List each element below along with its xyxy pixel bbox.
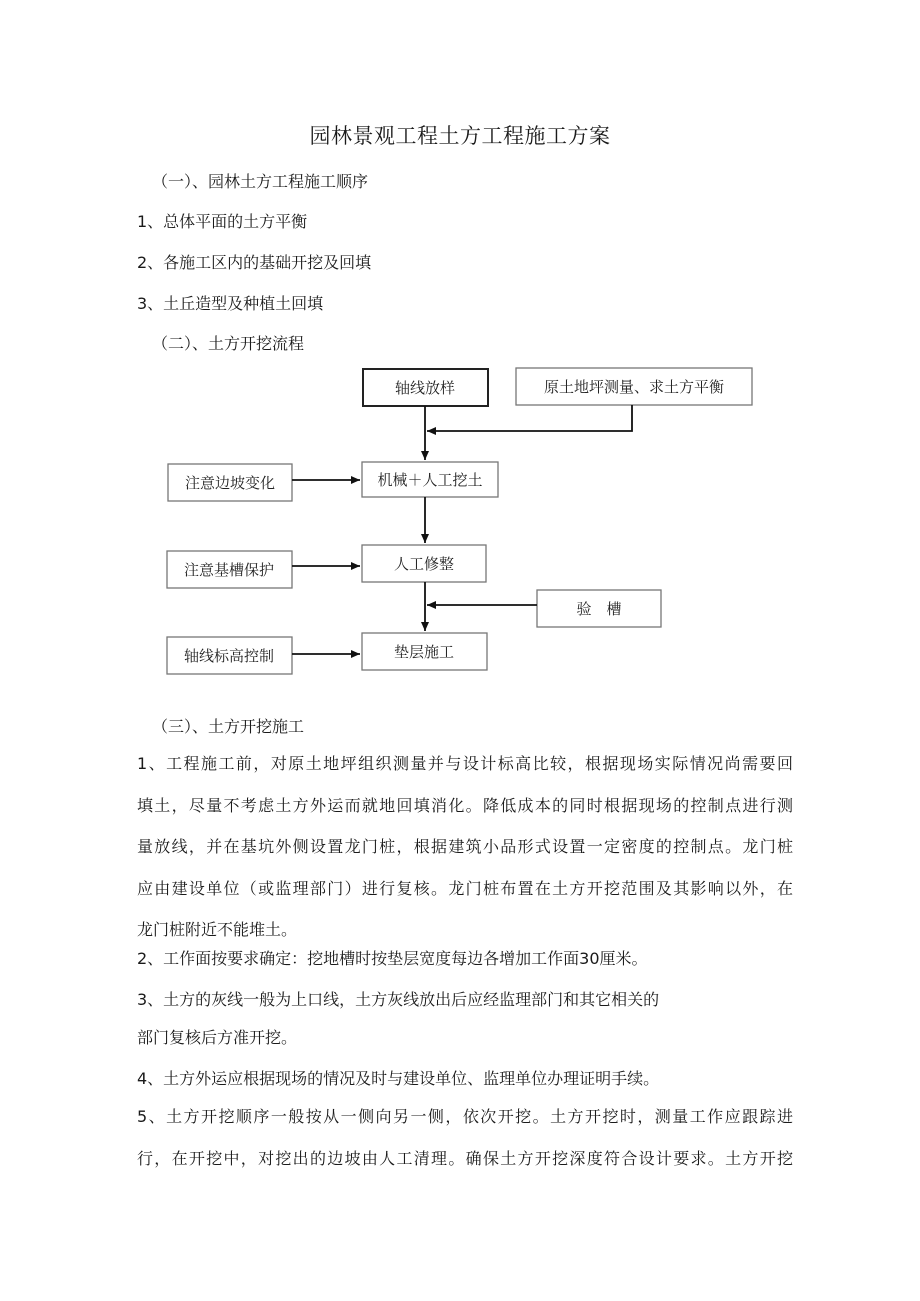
paragraph-line: 1、工程施工前，对原土地坪组织测量并与设计标高比较，根据现场实际情况尚需要回: [137, 754, 793, 773]
paragraph-1: [137, 743, 793, 951]
flow-label-excavation: 机械＋人工挖土: [377, 471, 483, 489]
section-heading-1: （一）、园林土方工程施工顺序: [152, 172, 369, 191]
paragraph-line: 应由建设单位（或监理部门）进行复核。龙门桩布置在土方开挖范围及其影响以外，在: [137, 878, 793, 898]
paragraph-line: 龙门桩附近不能堆土。: [137, 920, 298, 939]
flow-label-cushion: 垫层施工: [393, 643, 455, 661]
excavation-flowchart: [0, 360, 920, 680]
section-heading-2: （二）、土方开挖流程: [152, 334, 305, 353]
flow-label-inspection: 验 槽: [576, 600, 622, 618]
flow-label-survey: 原土地坪测量、求土方平衡: [543, 378, 725, 396]
flow-label-axis-layout: 轴线放样: [394, 379, 456, 397]
section-heading-3: （三）、土方开挖施工: [152, 717, 305, 736]
flow-arrow-survey: [427, 405, 632, 431]
paragraph-5: [137, 1096, 793, 1179]
paragraph-4: 4、土方外运应根据现场的情况及时与建设单位、监理单位办理证明手续。: [137, 1069, 660, 1088]
list-item: 2、各施工区内的基础开挖及回填: [137, 253, 372, 272]
flow-label-base-protect: 注意基槽保护: [183, 561, 275, 579]
list-item: 3、土丘造型及种植土回填: [137, 294, 324, 313]
paragraph-line: 量放线，并在基坑外侧设置龙门桩，根据建筑小品形式设置一定密度的控制点。龙门桩: [137, 837, 793, 856]
flow-label-slope-note: 注意边坡变化: [184, 474, 276, 492]
paragraph-2: 2、工作面按要求确定：挖地槽时按垫层宽度每边各增加工作面30厘米。: [137, 949, 648, 968]
flow-label-manual-trim: 人工修整: [393, 555, 455, 573]
paragraph-line: 行，在开挖中，对挖出的边坡由人工清理。确保土方开挖深度符合设计要求。土方开挖: [137, 1148, 793, 1168]
document-title: 园林景观工程土方工程施工方案: [309, 124, 611, 148]
flow-label-axis-elevation: 轴线标高控制: [183, 647, 275, 665]
list-item: 1、总体平面的土方平衡: [137, 212, 308, 231]
paragraph-line: 5、土方开挖顺序一般按从一侧向另一侧，依次开挖。土方开挖时，测量工作应跟踪进: [137, 1107, 793, 1126]
paragraph-3-line-2: 部门复核后方准开挖。: [137, 1028, 298, 1047]
paragraph-line: 填土，尽量不考虑土方外运而就地回填消化。降低成本的同时根据现场的控制点进行测: [137, 795, 793, 815]
paragraph-3-line-1: 3、土方的灰线一般为上口线，土方灰线放出后应经监理部门和其它相关的: [137, 990, 660, 1009]
